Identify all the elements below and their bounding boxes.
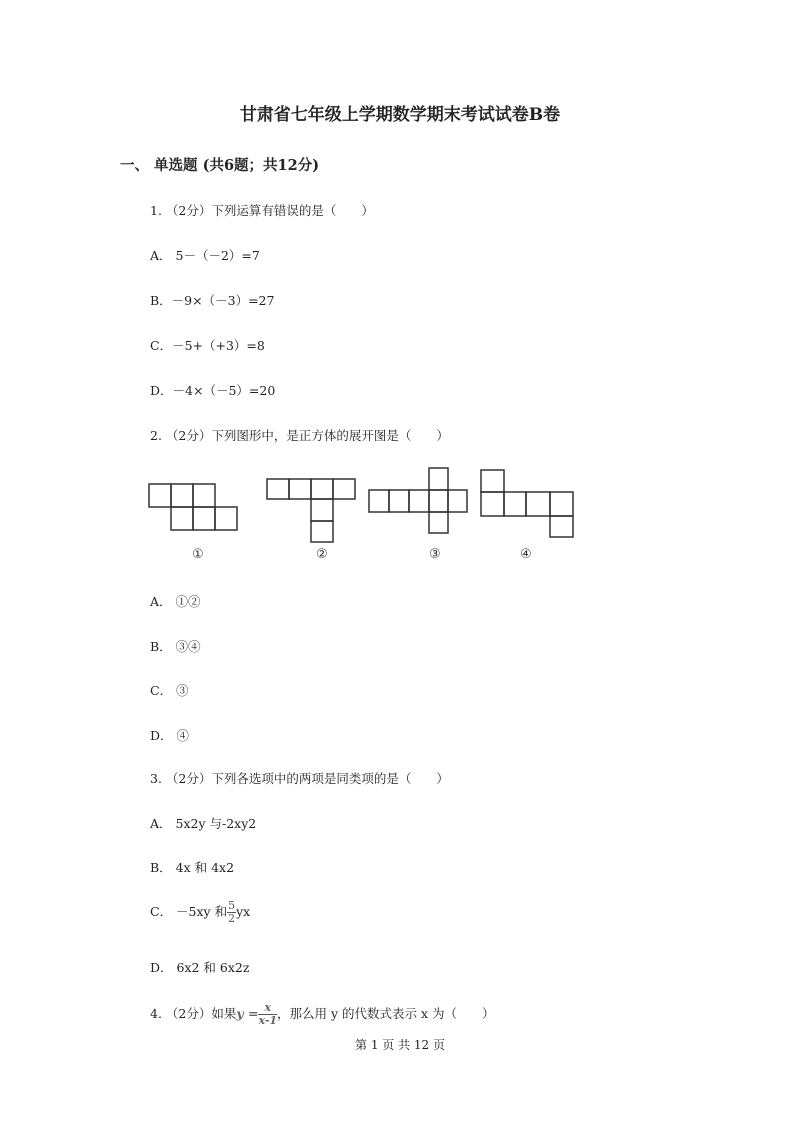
option-c-prefix: C． －5xy 和 (150, 904, 228, 919)
page-footer: 第 1 页 共 12 页 (355, 1038, 445, 1052)
cube-net-4 (481, 470, 573, 537)
question-2-option-c: C． ③ (150, 683, 189, 698)
question-2-option-d: D． ④ (150, 728, 189, 743)
cube-nets-figure (140, 462, 590, 566)
question-1-option-a: A． 5－（－2）=7 (150, 248, 260, 263)
fraction-numerator: 5 (228, 899, 236, 912)
question-3-option-b: B． 4x 和 4x2 (150, 860, 235, 875)
question-1-stem: 1. （2分）下列运算有错误的是（ ） (150, 203, 374, 218)
option-c-suffix: yx (236, 904, 251, 919)
formula-fraction (258, 1002, 277, 1027)
question-4-stem (150, 1002, 495, 1027)
question-3-stem: 3. （2分）下列各选项中的两项是同类项的是（ ） (150, 771, 449, 786)
question-4-suffix: ，那么用 y 的代数式表示 x 为（ ） (277, 1006, 495, 1021)
question-2-stem: 2. （2分）下列图形中，是正方体的展开图是（ ） (150, 428, 449, 443)
formula-numerator: x (258, 1002, 277, 1015)
net-label-1: ① (192, 547, 204, 562)
net-label-2: ② (316, 547, 328, 562)
formula-lhs: y = (236, 1006, 259, 1021)
question-1-option-c: C．－5+（+3）=8 (150, 338, 265, 353)
question-2-option-a: A． ①② (150, 594, 201, 609)
cube-net-2 (267, 479, 355, 542)
question-3-option-c (150, 900, 250, 925)
fraction-denominator: 2 (228, 912, 236, 925)
net-label-3: ③ (429, 547, 441, 562)
cube-net-3 (369, 468, 467, 533)
formula-denominator: x-1 (258, 1014, 278, 1027)
question-4-prefix: 4. （2分）如果 (150, 1006, 237, 1021)
question-1-option-d: D．－4×（－5）=20 (150, 383, 276, 398)
net-label-4: ④ (520, 547, 532, 562)
cube-net-1 (149, 484, 237, 530)
question-3-option-a: A． 5x2y 与-2xy2 (150, 816, 257, 831)
section-heading: 一、 单选题 (共6题；共12分) (120, 157, 320, 174)
page-title: 甘肃省七年级上学期数学期末考试试卷B卷 (239, 105, 561, 125)
fraction-five-halves (227, 900, 236, 925)
question-2-option-b: B． ③④ (150, 639, 201, 654)
question-3-option-d: D． 6x2 和 6x2z (150, 960, 250, 975)
question-1-option-b: B．－9×（－3）=27 (150, 293, 275, 308)
